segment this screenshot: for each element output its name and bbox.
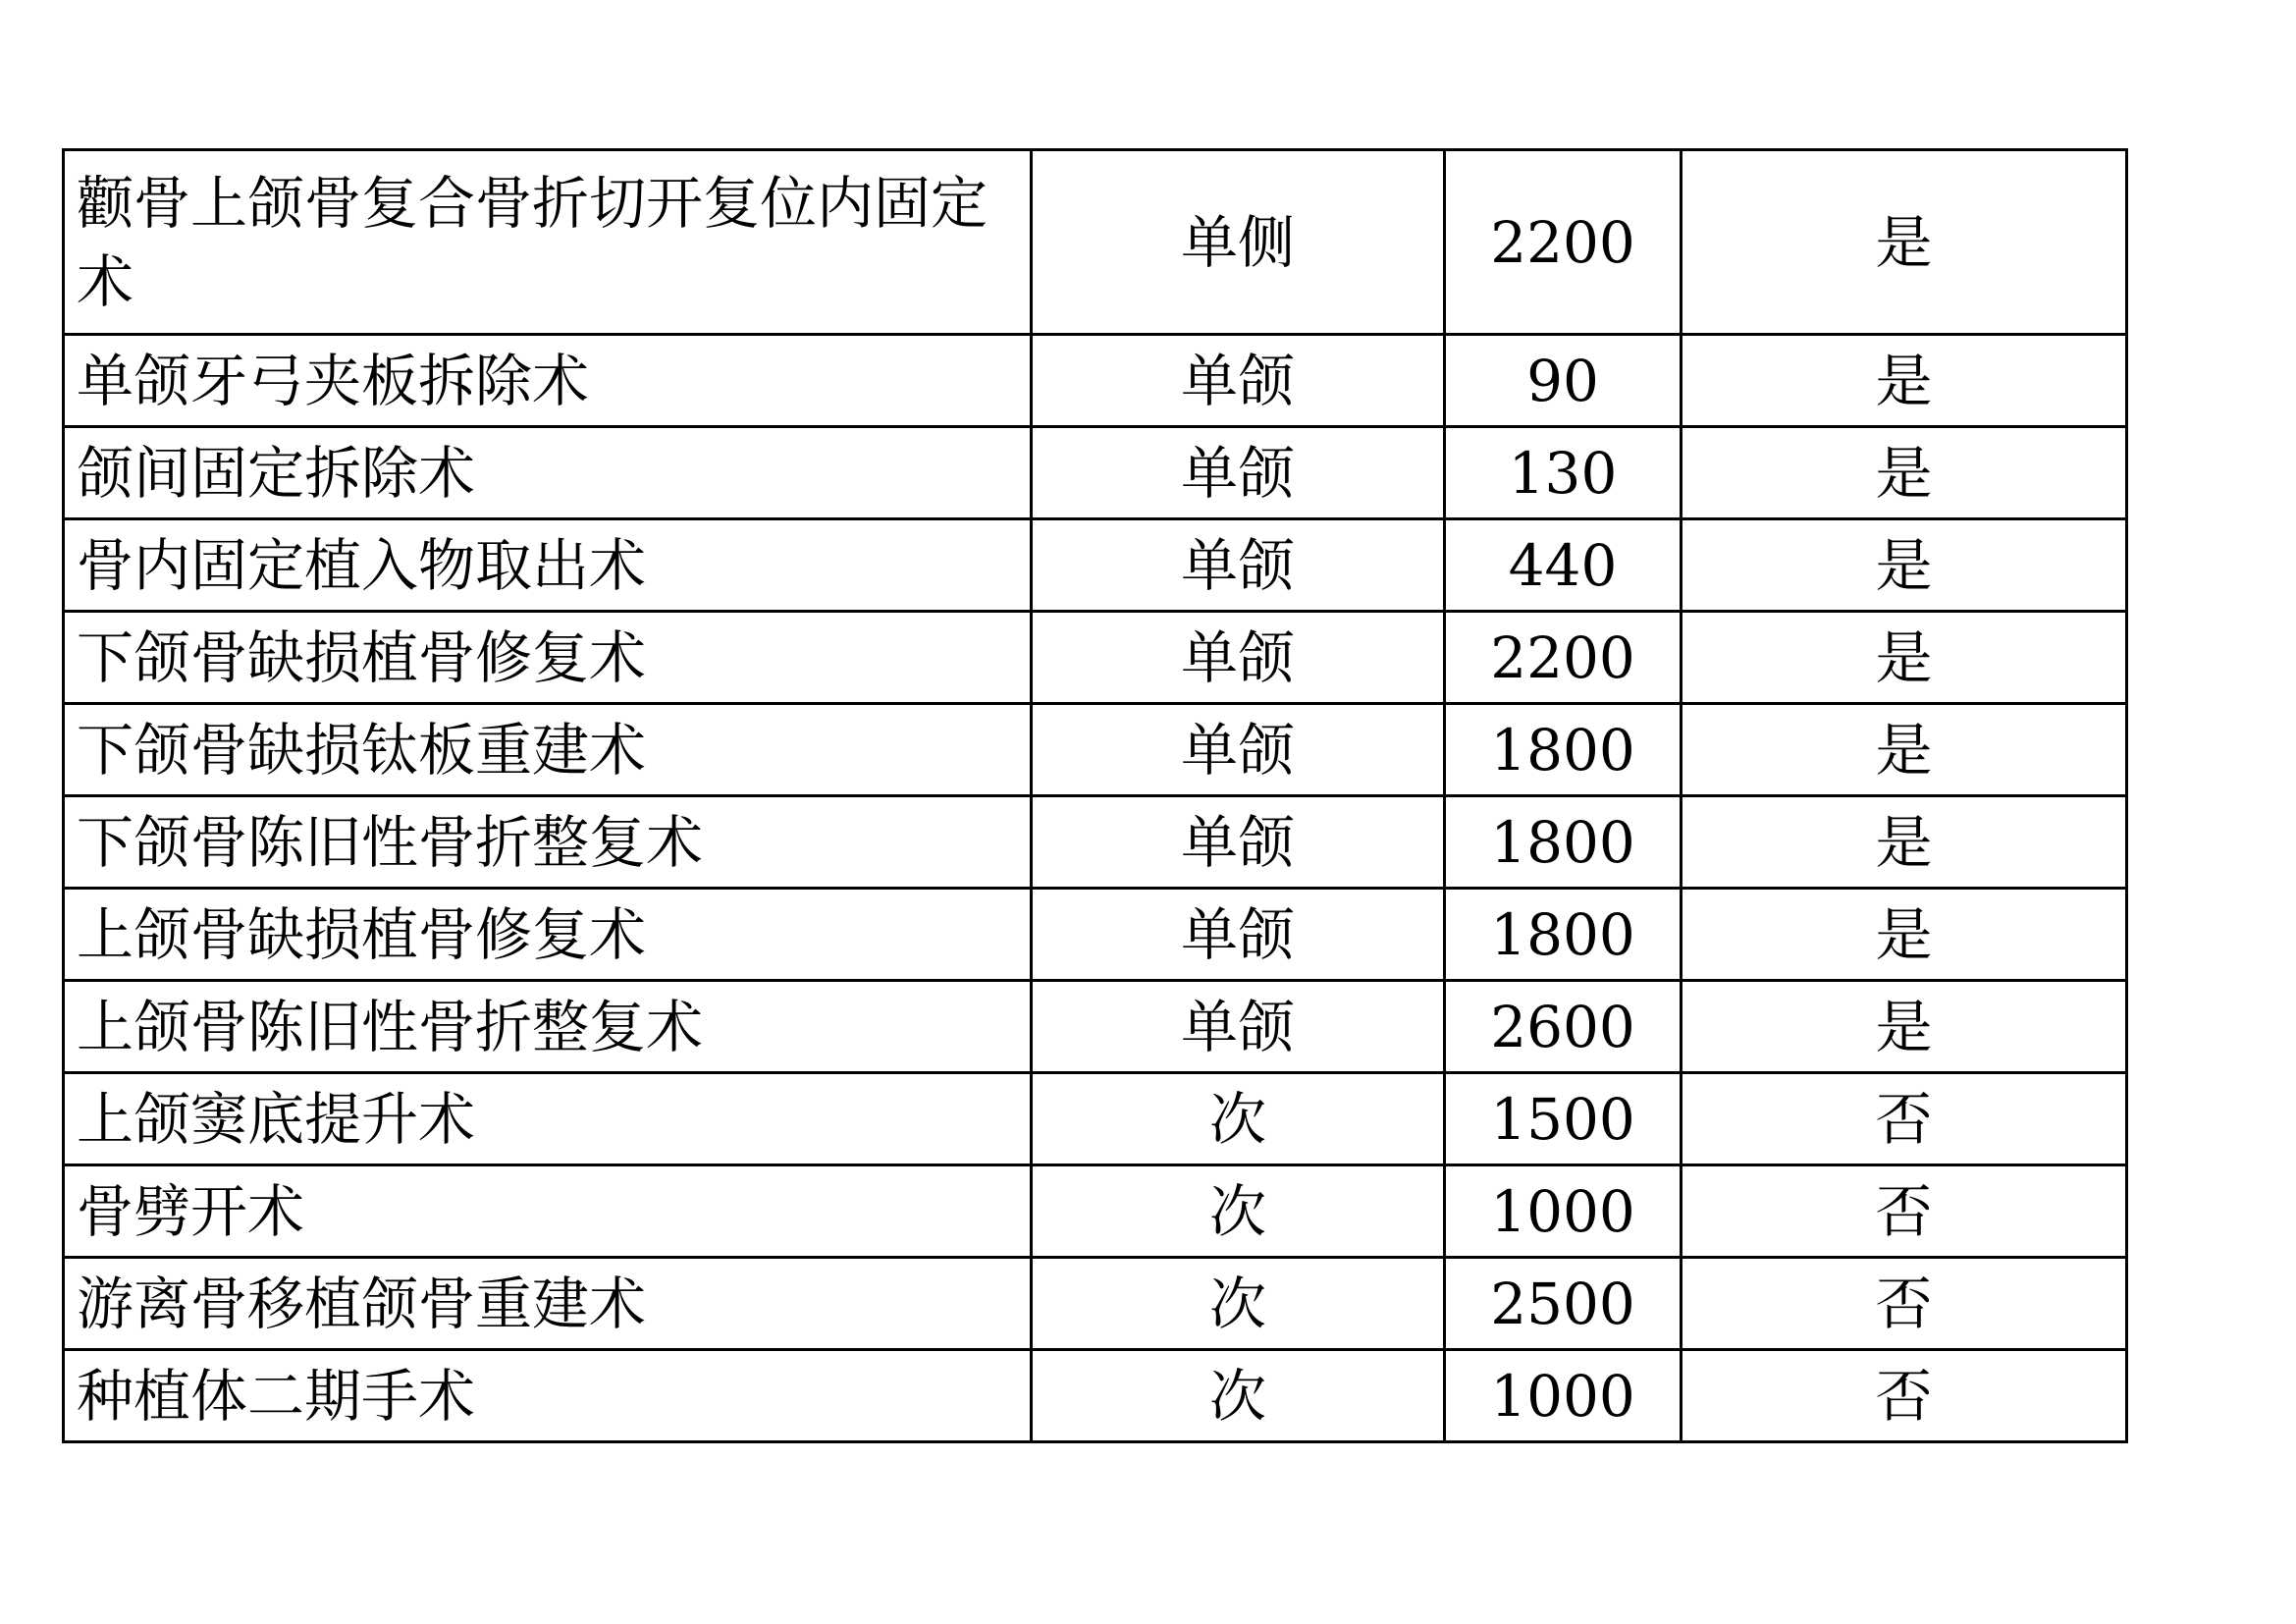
- table-row: [64, 889, 2127, 981]
- procedure-name-cell: 游离骨移植颌骨重建术: [64, 1258, 1032, 1350]
- table-row: [64, 981, 2127, 1073]
- procedure-name-cell: [64, 150, 1032, 335]
- table-row: [64, 1073, 2127, 1165]
- procedure-name-cell: 下颌骨陈旧性骨折整复术: [64, 796, 1032, 889]
- flag-cell: 是: [1682, 796, 2127, 889]
- unit-cell: 单颌: [1032, 889, 1445, 981]
- price-cell: 2500: [1445, 1258, 1682, 1350]
- price-cell: 1800: [1445, 704, 1682, 796]
- procedure-name-cell: 下颌骨缺损钛板重建术: [64, 704, 1032, 796]
- unit-cell: 单颌: [1032, 335, 1445, 427]
- procedure-name-cell: 颌间固定拆除术: [64, 427, 1032, 519]
- table-row: [64, 704, 2127, 796]
- procedure-name: 颧骨上颌骨复合骨折切开复位内固定术: [77, 169, 988, 315]
- procedure-name-cell: 骨劈开术: [64, 1165, 1032, 1258]
- table-row: [64, 1165, 2127, 1258]
- table-row: [64, 427, 2127, 519]
- price-cell: 1800: [1445, 889, 1682, 981]
- flag-cell: 是: [1682, 335, 2127, 427]
- flag-cell: 是: [1682, 889, 2127, 981]
- price-cell: 90: [1445, 335, 1682, 427]
- unit-cell: 次: [1032, 1165, 1445, 1258]
- table-row: [64, 1350, 2127, 1442]
- table-row: [64, 612, 2127, 704]
- price-cell: 2600: [1445, 981, 1682, 1073]
- table-row: [64, 796, 2127, 889]
- unit-cell: 次: [1032, 1258, 1445, 1350]
- procedure-name-cell: 上颌骨缺损植骨修复术: [64, 889, 1032, 981]
- unit-cell: 单颌: [1032, 519, 1445, 612]
- flag-cell: 是: [1682, 519, 2127, 612]
- table-row: [64, 335, 2127, 427]
- procedure-name-cell: 上颌窦底提升术: [64, 1073, 1032, 1165]
- procedure-fee-table: [62, 148, 2128, 1443]
- price-cell: 2200: [1445, 612, 1682, 704]
- procedure-name-cell: 种植体二期手术: [64, 1350, 1032, 1442]
- procedure-name-cell: 上颌骨陈旧性骨折整复术: [64, 981, 1032, 1073]
- unit-cell: 单侧: [1032, 150, 1445, 335]
- table-row: [64, 1258, 2127, 1350]
- flag-cell: 否: [1682, 1258, 2127, 1350]
- price-cell: 130: [1445, 427, 1682, 519]
- flag-cell: 是: [1682, 150, 2127, 335]
- flag-cell: 否: [1682, 1165, 2127, 1258]
- procedure-name-cell: 下颌骨缺损植骨修复术: [64, 612, 1032, 704]
- unit-cell: 单颌: [1032, 796, 1445, 889]
- price-cell: 1500: [1445, 1073, 1682, 1165]
- unit-cell: 单颌: [1032, 704, 1445, 796]
- unit-cell: 单颌: [1032, 427, 1445, 519]
- unit-cell: 单颌: [1032, 612, 1445, 704]
- flag-cell: 是: [1682, 981, 2127, 1073]
- procedure-name-cell: 骨内固定植入物取出术: [64, 519, 1032, 612]
- unit-cell: 次: [1032, 1350, 1445, 1442]
- flag-cell: 是: [1682, 704, 2127, 796]
- flag-cell: 否: [1682, 1350, 2127, 1442]
- unit-cell: 单颌: [1032, 981, 1445, 1073]
- price-cell: 1000: [1445, 1350, 1682, 1442]
- table-body: [64, 150, 2127, 1442]
- unit-cell: 次: [1032, 1073, 1445, 1165]
- table-row: [64, 519, 2127, 612]
- price-cell: 1800: [1445, 796, 1682, 889]
- procedure-name-cell: 单颌牙弓夹板拆除术: [64, 335, 1032, 427]
- price-cell: 1000: [1445, 1165, 1682, 1258]
- price-cell: 2200: [1445, 150, 1682, 335]
- table-row: [64, 150, 2127, 335]
- price-cell: 440: [1445, 519, 1682, 612]
- flag-cell: 是: [1682, 427, 2127, 519]
- flag-cell: 是: [1682, 612, 2127, 704]
- flag-cell: 否: [1682, 1073, 2127, 1165]
